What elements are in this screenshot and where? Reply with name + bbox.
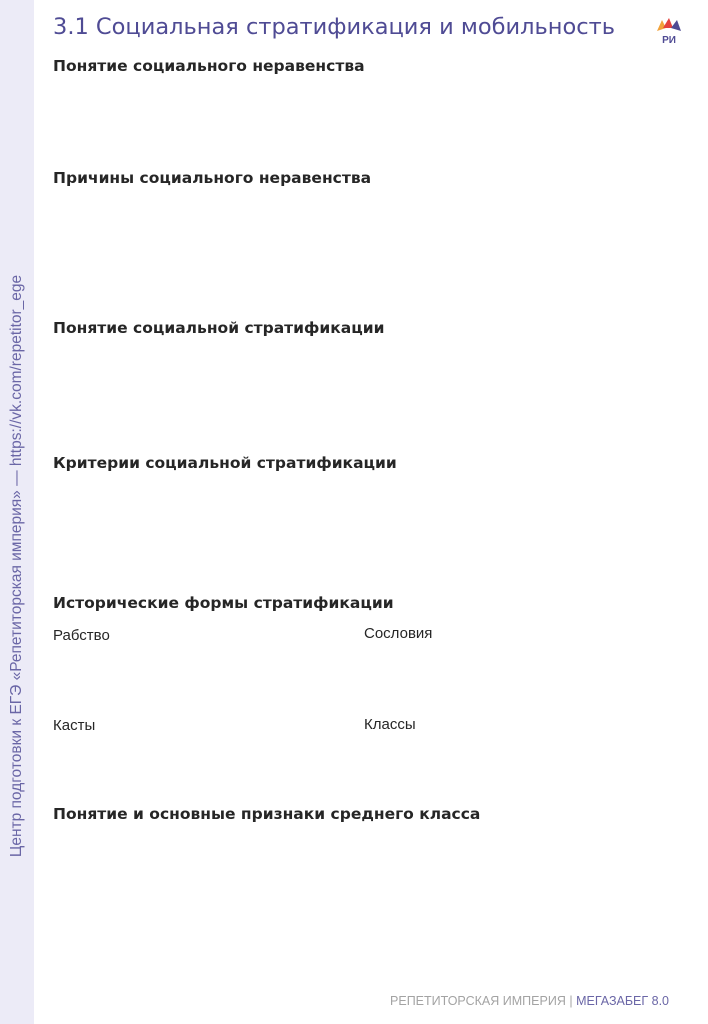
form-item: Рабство — [53, 627, 110, 644]
footer — [390, 994, 669, 1008]
form-item: Классы — [364, 716, 416, 733]
footer-separator: | — [569, 994, 573, 1008]
footer-brand: РЕПЕТИТОРСКАЯ ИМПЕРИЯ — [390, 994, 566, 1008]
section-heading: Критерии социальной стратификации — [53, 454, 397, 472]
sidebar-caption: Центр подготовки к ЕГЭ «Репетиторская империя» — https://vk.com/repetitor_ege — [8, 274, 25, 858]
form-item: Касты — [53, 717, 96, 734]
footer-event: МЕГАЗАБЕГ 8.0 — [576, 994, 669, 1008]
section-heading: Причины социального неравенства — [53, 169, 372, 187]
section-heading: Понятие и основные признаки среднего класса — [53, 805, 481, 823]
section-heading: Понятие социального неравенства — [53, 57, 365, 75]
section-heading: Исторические формы стратификации — [53, 594, 394, 612]
page-title: 3.1 Социальная стратификация и мобильность — [53, 14, 615, 40]
section-heading: Понятие социальной стратификации — [53, 319, 385, 337]
logo-text: РИ — [662, 35, 676, 46]
logo-icon — [654, 16, 684, 46]
sidebar-strip — [0, 0, 34, 1024]
form-item: Сословия — [364, 625, 433, 642]
